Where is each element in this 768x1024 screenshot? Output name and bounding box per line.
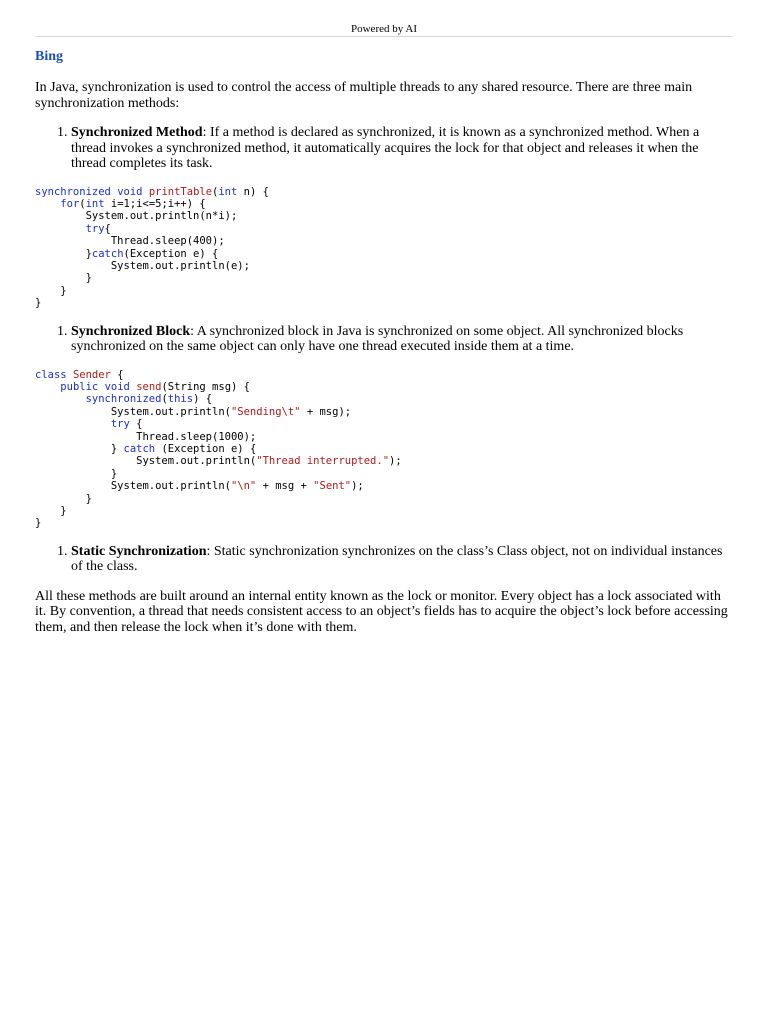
code-text: System.out.println( xyxy=(35,480,231,493)
code-keyword: synchronized xyxy=(35,185,111,198)
code-line xyxy=(35,272,92,284)
code-line xyxy=(35,297,41,309)
code-identifier: send xyxy=(136,380,162,393)
code-text: ( xyxy=(212,185,219,198)
term-static-synchronization: Static Synchronization xyxy=(71,543,207,559)
code-line xyxy=(35,418,142,430)
code-keyword: catch xyxy=(123,443,156,455)
code-line xyxy=(35,381,250,393)
code-text: ( xyxy=(161,393,168,406)
code-line xyxy=(35,443,256,455)
code-text: i=1;i<=5;i++) { xyxy=(104,197,206,210)
desc-synchronized-block: : A synchronized block in Java is synchronized on some object. All synchronized blocks synchronized on the same object can only have one thread executed inside them at a time. xyxy=(71,323,684,355)
code-text: ( xyxy=(79,197,86,210)
code-block-print-table xyxy=(35,186,733,310)
method-list-1 xyxy=(35,125,733,172)
code-text: ); xyxy=(351,480,364,493)
code-text: + msg); xyxy=(300,405,352,418)
code-line xyxy=(35,480,364,492)
code-keyword: synchronized xyxy=(85,393,162,406)
code-keyword: void xyxy=(104,380,130,393)
code-line xyxy=(35,406,351,418)
code-line xyxy=(35,493,92,505)
code-string: "\n" xyxy=(230,480,257,493)
code-line xyxy=(35,223,111,235)
code-line xyxy=(35,455,402,467)
document-body xyxy=(35,48,733,649)
code-text: + msg + xyxy=(256,480,314,493)
term-synchronized-block: Synchronized Block xyxy=(71,323,191,339)
code-line xyxy=(35,248,218,260)
code-text xyxy=(35,381,60,393)
code-string: "Sending\t" xyxy=(230,405,301,418)
code-line xyxy=(35,235,225,247)
code-line xyxy=(35,369,124,381)
code-text: } xyxy=(35,505,67,518)
code-keyword: int xyxy=(218,185,238,198)
code-line xyxy=(35,210,237,222)
code-text: } xyxy=(35,284,67,297)
code-line xyxy=(35,186,269,198)
code-text: { xyxy=(104,222,111,235)
code-text xyxy=(35,223,86,235)
method-list-2 xyxy=(35,324,733,355)
code-text: } xyxy=(35,297,42,310)
intro-paragraph: In Java, synchronization is used to control the access of multiple threads to any shared resource. There are three main synchronization methods: xyxy=(35,80,693,111)
code-text: } xyxy=(35,517,42,530)
list-item-static-synchronization xyxy=(71,544,733,575)
code-keyword: class xyxy=(35,368,67,381)
code-text: (Exception e) { xyxy=(123,247,219,260)
desc-static-synchronization: : Static synchronization synchronizes on the class’s Class object, not on individual instances of the class. xyxy=(71,543,723,575)
code-text: } xyxy=(35,247,92,260)
code-text: { xyxy=(129,418,143,431)
list-item-synchronized-method xyxy=(71,125,733,172)
term-synchronized-method: Synchronized Method xyxy=(71,125,203,140)
code-line xyxy=(35,517,41,529)
code-text: n) { xyxy=(237,185,269,198)
code-keyword: catch xyxy=(91,247,124,260)
code-keyword: try xyxy=(85,222,105,235)
code-line xyxy=(35,431,256,443)
code-line xyxy=(35,260,250,272)
code-text: { xyxy=(110,368,124,381)
method-list-3 xyxy=(35,544,733,575)
code-text: Thread.sleep(400); xyxy=(35,235,225,248)
code-identifier: printTable xyxy=(148,185,213,198)
code-text: (String msg) { xyxy=(161,380,250,393)
code-text: } xyxy=(35,443,124,455)
code-text: } xyxy=(35,467,118,480)
code-text: System.out.println( xyxy=(35,405,231,418)
code-text: Thread.sleep(1000); xyxy=(35,430,257,443)
code-keyword: void xyxy=(117,185,143,198)
code-string: "Thread interrupted." xyxy=(256,455,390,468)
powered-by-banner: Powered by AI xyxy=(35,22,733,37)
code-text: System.out.println(e); xyxy=(35,259,250,272)
code-line xyxy=(35,285,67,297)
code-text xyxy=(35,198,60,210)
list-item-synchronized-block xyxy=(71,324,733,355)
code-line xyxy=(35,505,67,517)
code-keyword: for xyxy=(60,197,80,210)
code-string: "Sent" xyxy=(313,480,352,493)
code-text: } xyxy=(35,272,92,285)
code-text xyxy=(35,393,86,405)
code-text: ); xyxy=(389,455,402,468)
code-block-sender xyxy=(35,369,733,530)
code-text xyxy=(35,418,111,430)
code-keyword: int xyxy=(85,197,105,210)
code-keyword: public xyxy=(60,380,99,393)
code-line xyxy=(35,198,206,210)
code-line xyxy=(35,393,212,405)
code-text: ) { xyxy=(193,393,213,406)
desc-synchronized-method: : If a method is declared as synchronized, it is known as a synchronized method. When a thread invokes a synchronized method, it automatically acquires the lock for that object and releases it when the thread completes its task. xyxy=(71,125,700,171)
code-identifier: Sender xyxy=(72,368,111,381)
closing-paragraph: All these methods are built around an internal entity known as the lock or monitor. Every object has a lock associated with it. By convention, a thread that needs consistent access to an object’s fields has to acquire the object’s lock before accessing them, and then release the lock when it’s done with them. xyxy=(35,588,728,635)
code-text: System.out.println( xyxy=(35,455,257,468)
code-line xyxy=(35,468,117,480)
bing-brand-title: Bing xyxy=(35,49,64,64)
code-text: (Exception e) { xyxy=(155,443,257,455)
code-keyword: this xyxy=(167,393,194,406)
code-keyword: try xyxy=(110,418,130,431)
code-text: System.out.println(n*i); xyxy=(35,210,238,223)
code-text: } xyxy=(35,492,92,505)
